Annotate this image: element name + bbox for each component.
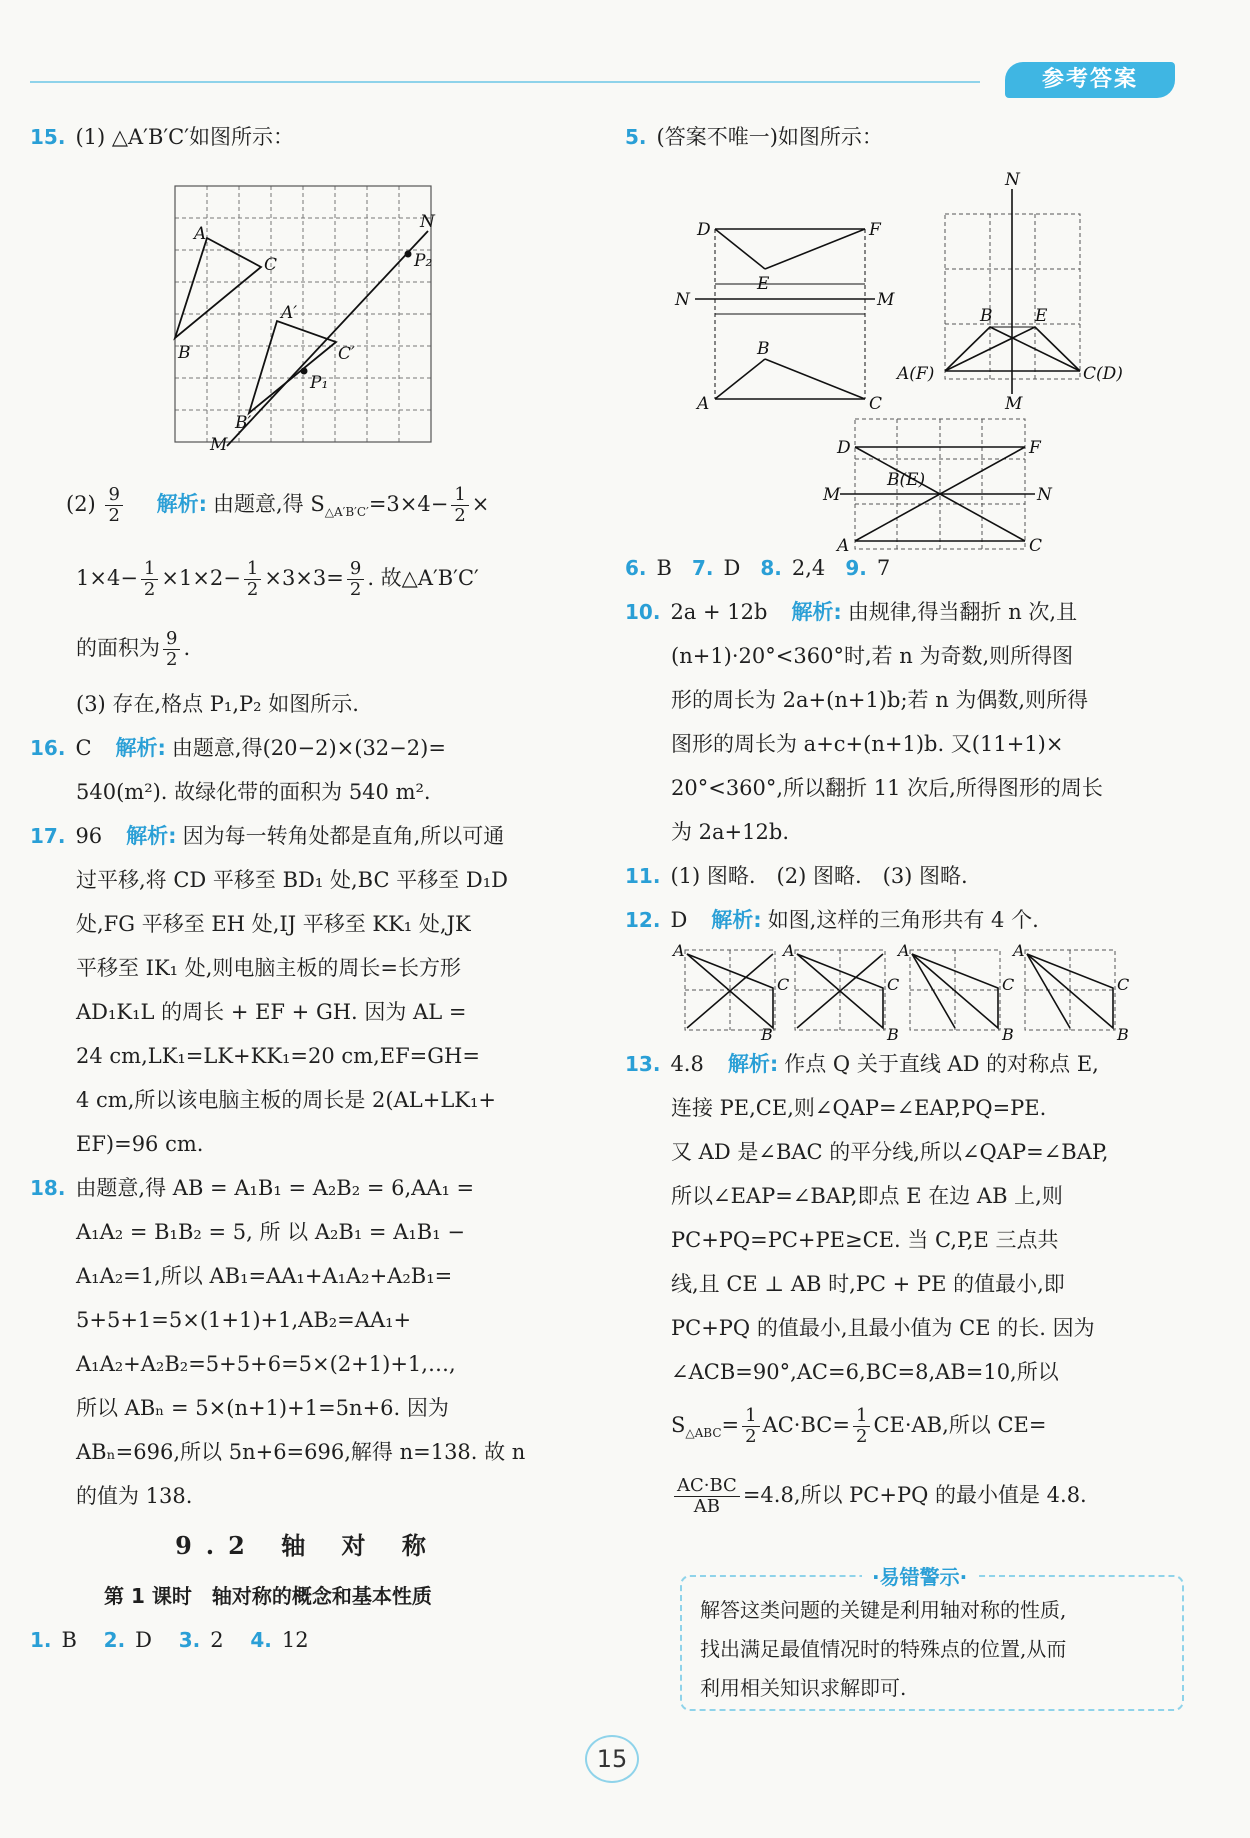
q12-B3: B [1002,1025,1014,1042]
q17-line7: 4 cm,所以该电脑主板的周长是 2(AL+LK₁+ [76,1088,496,1113]
q13-line4: 所以∠EAP=∠BAP,即点 E 在边 AB 上,则 [671,1184,1063,1208]
triangle-A1B1C1 [249,321,336,413]
fig5-C: C [869,394,883,414]
q12: 12. D 解析: 如图,这样的三角形共有 4 个. [625,908,1039,932]
q12-C2: C [887,975,900,994]
fig5-M3: M [823,485,841,505]
q12-B4: B [1117,1025,1129,1042]
label-M: M [210,435,228,455]
right-column [625,115,1180,1526]
q13-line7: PC+PQ 的值最小,且最小值为 CE 的长. 因为 [671,1316,1095,1340]
q10-line5: 20°<360°,所以翻折 11 次后,所得图形的周长 [671,776,1103,800]
left-column [30,115,585,1662]
q12-C3: C [1002,975,1015,994]
fig5-M1: M [877,290,895,310]
fig5-grid3 [855,419,1025,549]
q15-part3: (3) 存在,格点 P₁,P₂ 如图所示. [76,692,359,717]
q12-B1: B [761,1025,773,1042]
q5: 5. (答案不唯一)如图所示： [625,125,883,149]
grid-lines [175,186,431,442]
fig5-N2: N [1005,170,1020,190]
fig5-C3: C [1029,536,1043,554]
q12-A2: A [783,942,795,960]
fig5-M2: M [1005,394,1023,414]
label-P1: P₁ [310,373,329,393]
label-B1: B′ [235,413,252,433]
q18-line7: ABₙ=696,所以 5n+6=696,解得 n=138. 故 n [76,1440,526,1465]
fig5-E: E [757,274,770,294]
fig5-B2: B [980,306,993,326]
fig5-BE: B(E) [887,470,926,490]
q13-line8: ∠ACB=90°,AC=6,BC=8,AB=10,所以 [671,1360,1059,1384]
fig5-A3: A [837,536,850,554]
q13-line9: $S_{\triangle ABC}=$ $\frac{1}{2}$ AC·BC= $\frac{1}{2}$ CE·AB,所以 CE= [671,1405,1047,1447]
label-C: C [264,255,278,275]
label-P2: P₂ [414,251,433,271]
q12-B2: B [887,1025,899,1042]
line-MN [227,231,428,446]
label-A: A [194,224,207,244]
warning-body: 解答这类问题的关键是利用轴对称的性质, 找出满足最值情况时的特殊点的位置,从而 利用相关知识求解即可. [700,1598,1067,1700]
figure-q12 [625,942,1180,1042]
q13-line3: 又 AD 是∠BAC 的平分线,所以∠QAP=∠BAP, [671,1140,1109,1164]
fig5-D: D [697,220,711,240]
fig5-A: A [697,394,710,414]
q17-line2: 过平移,将 CD 平移至 BD₁ 处,BC 平移至 D₁D [76,868,508,893]
q10-line4: 图形的周长为 a+c+(n+1)b. 又(11+1)× [671,732,1064,756]
q18-line2: A₁A₂ = B₁B₂ = 5, 所 以 A₂B₁ = A₁B₁ − [76,1220,465,1245]
fig5-N3: N [1037,485,1052,505]
q17-line5: AD₁K₁L 的周长 + EF + GH. 因为 AL = [76,1000,467,1025]
fig5-N1: N [675,290,690,310]
fig5-shape1 [695,229,875,399]
figure-q5 [625,159,1180,554]
point-P2 [405,251,412,258]
q17-line4: 平移至 IK₁ 处,则电脑主板的周长=长方形 [76,956,462,981]
q15-part2-line3: 的面积为 $\frac{9}{2}$ . [76,628,191,671]
short-answers: 1. B 2. D 3. 2 4. 12 [30,1628,309,1653]
q12-A1: A [673,942,685,960]
q15-part2: (2) $\frac{9}{2}$ 解析: 由题意,得 $S_{\triangle A'B'C'}=3\times 4-$ $\frac{1}{2}$ × [66,484,490,526]
header-line [30,81,980,83]
q12-C4: C [1117,975,1130,994]
label-N: N [420,212,435,232]
q10: 10. 2a + 12b 解析: 由规律,得当翻折 n 次,且 [625,600,1078,624]
point-P1 [301,368,308,375]
label-B: B [178,343,191,363]
label-C1: C′ [338,344,355,364]
fig5-E2: E [1035,306,1048,326]
q12-A4: A [1013,942,1025,960]
q18-line6: 所以 ABₙ = 5×(n+1)+1=5n+6. 因为 [76,1396,449,1421]
page-number: 15 [585,1735,639,1783]
q13-line2: 连接 PE,CE,则∠QAP=∠EAP,PQ=PE. [671,1096,1047,1120]
q15-part2-line2: 1×4− $\frac{1}{2}$ ×1×2− $\frac{1}{2}$ ×3×3= $\frac{9}{2}$ . 故△A′B′C′ [76,558,479,601]
q13-line10: $\frac{AC\cdot BC}{AB}$ =4.8,所以 PC+PQ 的最小值是 4.8. [625,1464,1180,1526]
fig5-shape2 [945,189,1080,394]
q13: 13. 4.8 解析: 作点 Q 关于直线 AD 的对称点 E, [625,1052,1099,1076]
q18-line4: 5+5+1=5×(1+1)+1,AB₂=AA₁+ [76,1308,412,1333]
fraction-9-2: $\frac{9}{2}$ [105,485,122,526]
warning-title: ·易错警示· [862,1561,977,1590]
q18-line5: A₁A₂+A₂B₂=5+5+6=5×(2+1)+1,…, [76,1352,456,1377]
fig5-D3: D [837,438,851,458]
q10-line2: (n+1)·20°<360°时,若 n 为奇数,则所得图 [671,644,1074,668]
lesson-title: 第 1 课时 轴对称的概念和基本性质 [104,1584,432,1609]
q18-line3: A₁A₂=1,所以 AB₁=AA₁+A₁A₂+A₂B₁= [76,1264,453,1289]
q13-line6: 线,且 CE ⊥ AB 时,PC + PE 的值最小,即 [671,1272,1065,1296]
q16-line2: 540(m²). 故绿化带的面积为 540 m². [76,780,431,805]
q10-line3: 形的周长为 2a+(n+1)b;若 n 为偶数,则所得 [671,688,1089,712]
q6-q9: 6. B 7. D 8. 2,4 9. 7 [625,556,891,580]
q17-line8: EF)=96 cm. [76,1132,204,1157]
q17-line3: 处,FG 平移至 EH 处,IJ 平移至 KK₁ 处,JK [76,912,471,937]
q12-A3: A [898,942,910,960]
figure-q15-grid [30,159,585,474]
fig5-F: F [869,220,881,240]
q18-line8: 的值为 138. [76,1484,193,1509]
q16: 16. C 解析: 由题意,得(20−2)×(32−2)= [30,736,446,761]
q13-line5: PC+PQ=PC+PE≥CE. 当 C,P,E 三点共 [671,1228,1059,1252]
q12-C1: C [777,975,790,994]
q10-line6: 为 2a+12b. [671,820,789,844]
warning-box [680,1565,1184,1711]
q17: 17. 96 解析: 因为每一转角处都是直角,所以可通 [30,824,505,849]
fig5-CD: C(D) [1083,364,1123,384]
q11: 11. (1) 图略. (2) 图略. (3) 图略. [625,864,968,888]
label-A1: A′ [281,303,298,323]
section-title: 9.2 轴 对 称 [175,1531,440,1561]
q15-part1: 15. (1) △A′B′C′如图所示： [30,125,294,149]
fig5-B: B [757,339,770,359]
fig5-shape3 [840,447,1035,541]
fig5-AF: A(F) [897,364,935,384]
header-tag: 参考答案 [1005,62,1175,98]
triangle-ABC [175,238,261,338]
fig5-F3: F [1029,438,1041,458]
q17-line6: 24 cm,LK₁=LK+KK₁=20 cm,EF=GH= [76,1044,480,1069]
q18: 18. 由题意,得 AB = A₁B₁ = A₂B₂ = 6,AA₁ = [30,1176,475,1201]
